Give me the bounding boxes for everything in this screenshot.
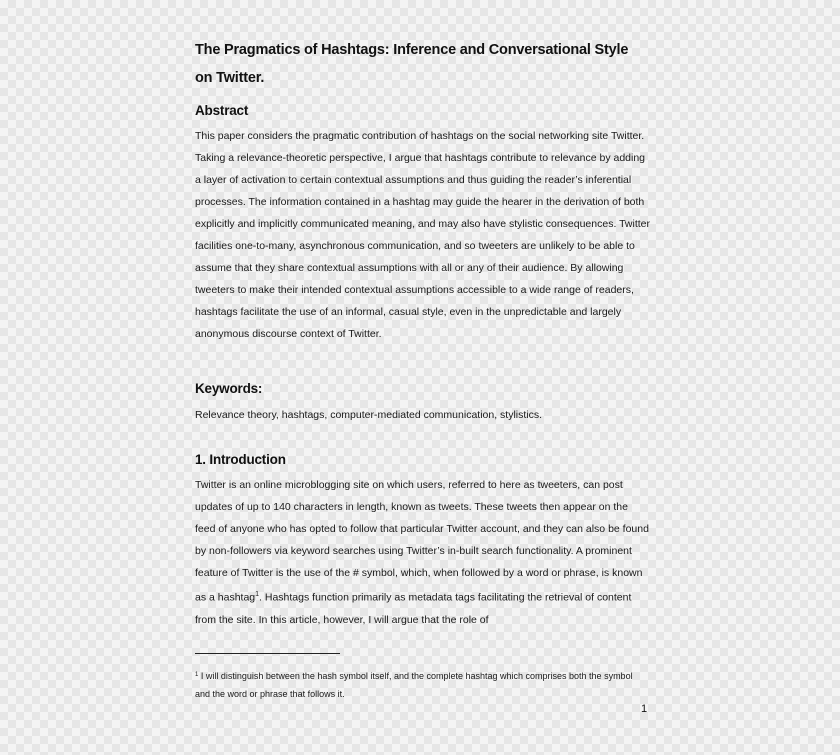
abstract-heading: Abstract (195, 103, 249, 118)
footnote-separator (195, 653, 340, 654)
introduction-text (195, 474, 650, 631)
page-number: 1 (641, 703, 648, 715)
paper-title: The Pragmatics of Hashtags: Inference and Conversational Style on Twitter. (195, 42, 629, 86)
introduction-heading: 1. Introduction (195, 452, 286, 467)
footnote-reference: 1 (255, 591, 260, 598)
abstract-text: This paper considers the pragmatic contribution of hashtags on the social networking site Twitter. Taking a relevance-theoretic perspective, I argue that hashtags contribute to relevance by adding a layer of activation to certain contextual assumptions and thus guiding the reader’s inferential processes. The information contained in a hashtag may guide the hearer in the derivation of both explicitly and implicitly communicated meaning, and may also have stylistic consequences. Twitter facilities one-to-many, asynchronous communication, and so tweeters are unlikely to be able to assume that they share contextual assumptions with all or any of their audience. By allowing tweeters to make their intended contextual assumptions accessible to a wide range of readers, hashtags facilitate the use of an informal, casual style, even in the unpredictable and largely anonymous discourse context of Twitter. (195, 130, 651, 340)
footnote-text: I will distinguish between the hash symbol itself, and the complete hashtag which comprises both the symbol and the word or phrase that follows it. (195, 671, 633, 699)
introduction-text-main: Twitter is an online microblogging site on which users, referred to here as tweeters, can post updates of up to 140 characters in length, known as tweets. These tweets then appear on the feed of anyone who has opted to follow that particular Twitter account, and they can also be found by non-followers via keyword searches using Twitter’s in-built search functionality. A prominent feature of Twitter is the use of the # symbol, which, when followed by a word or phrase, is known as a hashtag (195, 479, 649, 604)
introduction-text-continued: . Hashtags function primarily as metadata tags facilitating the retrieval of content from the site. In this article, however, I will argue that the role of (195, 591, 632, 626)
footnote (195, 666, 640, 703)
document-page (170, 0, 670, 755)
keywords-heading: Keywords: (195, 381, 263, 396)
footnote-marker: 1 (195, 672, 199, 678)
keywords-text: Relevance theory, hashtags, computer-mediated communication, stylistics. (195, 409, 543, 421)
